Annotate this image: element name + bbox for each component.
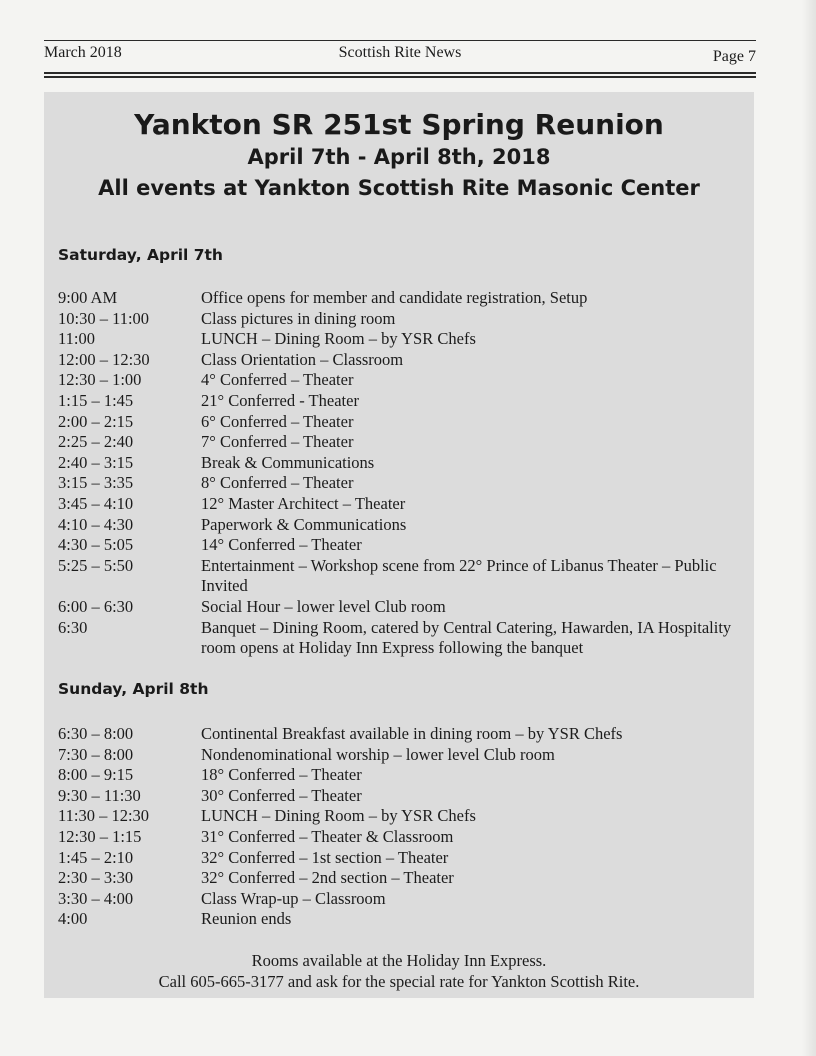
reunion-dates: April 7th - April 8th, 2018 bbox=[247, 145, 551, 169]
reunion-location: All events at Yankton Scottish Rite Masonic Center bbox=[98, 176, 700, 200]
reunion-title: Yankton SR 251st Spring Reunion bbox=[134, 108, 664, 141]
header-top-rule bbox=[44, 40, 756, 41]
schedule-row bbox=[58, 515, 748, 536]
schedule-event: 8° Conferred – Theater bbox=[201, 473, 354, 493]
schedule-event: Banquet – Dining Room, catered by Central Catering, Hawarden, IA Hospitality room opens at Holiday Inn Express following the banquet bbox=[201, 617, 732, 658]
schedule-row bbox=[58, 827, 748, 848]
page-header bbox=[44, 44, 756, 68]
schedule-time: 11:30 – 12:30 bbox=[58, 806, 150, 826]
schedule-event: Break & Communications bbox=[201, 452, 375, 472]
schedule-event: 21° Conferred - Theater bbox=[201, 390, 359, 410]
schedule-row bbox=[58, 535, 748, 556]
schedule-row bbox=[58, 412, 748, 433]
schedule-event: 32° Conferred – 2nd section – Theater bbox=[201, 868, 454, 888]
schedule-event: 4° Conferred – Theater bbox=[201, 370, 354, 390]
schedule-row bbox=[58, 329, 748, 350]
schedule-row bbox=[58, 494, 748, 515]
schedule-event: Social Hour – lower level Club room bbox=[201, 596, 446, 616]
schedule-time: 1:15 – 1:45 bbox=[58, 390, 134, 410]
header-rule-2 bbox=[44, 76, 756, 78]
schedule-event: Nondenominational worship – lower level Club room bbox=[201, 744, 555, 764]
schedule-time: 7:30 – 8:00 bbox=[58, 744, 134, 764]
schedule-event: 6° Conferred – Theater bbox=[201, 411, 354, 431]
schedule-time: 1:45 – 2:10 bbox=[58, 847, 134, 867]
schedule-event: Class Wrap-up – Classroom bbox=[201, 888, 386, 908]
schedule-row bbox=[58, 848, 748, 869]
schedule-event: Office opens for member and candidate registration, Setup bbox=[201, 288, 588, 307]
saturday-schedule bbox=[58, 288, 748, 659]
schedule-row bbox=[58, 473, 748, 494]
schedule-time: 8:00 – 9:15 bbox=[58, 765, 134, 785]
title-block bbox=[44, 108, 754, 204]
schedule-row bbox=[58, 889, 748, 910]
schedule-event: 18° Conferred – Theater bbox=[201, 765, 362, 785]
footer-note bbox=[44, 950, 754, 992]
schedule-time: 3:30 – 4:00 bbox=[58, 888, 134, 908]
schedule-time: 2:40 – 3:15 bbox=[58, 452, 134, 472]
schedule-event: Class Orientation – Classroom bbox=[201, 349, 404, 369]
schedule-row bbox=[58, 288, 748, 309]
schedule-event: 7° Conferred – Theater bbox=[201, 432, 354, 452]
reunion-panel bbox=[44, 92, 754, 998]
page-number: Page 7 bbox=[712, 48, 756, 65]
schedule-row bbox=[58, 724, 748, 745]
schedule-event: Class pictures in dining room bbox=[201, 308, 396, 328]
schedule-row bbox=[58, 618, 748, 659]
header-rule-1 bbox=[44, 72, 756, 74]
page-edge bbox=[802, 0, 816, 1056]
schedule-time: 5:25 – 5:50 bbox=[58, 555, 134, 575]
schedule-event: 32° Conferred – 1st section – Theater bbox=[201, 847, 449, 867]
schedule-time: 12:30 – 1:15 bbox=[58, 826, 142, 846]
schedule-time: 12:00 – 12:30 bbox=[58, 349, 150, 369]
footer-line-2: Call 605-665-3177 and ask for the special rate for Yankton Scottish Rite. bbox=[158, 972, 640, 991]
schedule-time: 9:00 AM bbox=[58, 288, 118, 307]
schedule-time: 2:30 – 3:30 bbox=[58, 868, 134, 888]
schedule-time: 9:30 – 11:30 bbox=[58, 785, 141, 805]
schedule-row bbox=[58, 806, 748, 827]
schedule-row bbox=[58, 597, 748, 618]
schedule-time: 3:45 – 4:10 bbox=[58, 493, 134, 513]
schedule-row bbox=[58, 765, 748, 786]
schedule-time: 4:30 – 5:05 bbox=[58, 535, 134, 555]
publication-name: Scottish Rite News bbox=[338, 44, 462, 61]
schedule-row bbox=[58, 453, 748, 474]
schedule-row bbox=[58, 432, 748, 453]
schedule-event: Continental Breakfast available in dining room – by YSR Chefs bbox=[201, 724, 623, 743]
schedule-time: 12:30 – 1:00 bbox=[58, 370, 142, 390]
schedule-row bbox=[58, 909, 748, 930]
footer-line-1: Rooms available at the Holiday Inn Express. bbox=[251, 951, 547, 970]
schedule-row bbox=[58, 350, 748, 371]
schedule-time: 6:30 bbox=[58, 617, 88, 637]
schedule-row bbox=[58, 786, 748, 807]
schedule-event: Paperwork & Communications bbox=[201, 514, 407, 534]
schedule-row bbox=[58, 309, 748, 330]
schedule-time: 11:00 bbox=[58, 329, 95, 349]
schedule-row bbox=[58, 745, 748, 766]
schedule-row bbox=[58, 391, 748, 412]
schedule-time: 4:10 – 4:30 bbox=[58, 514, 134, 534]
schedule-event: LUNCH – Dining Room – by YSR Chefs bbox=[201, 806, 476, 826]
schedule-event: 14° Conferred – Theater bbox=[201, 535, 362, 555]
saturday-heading: Saturday, April 7th bbox=[58, 246, 223, 264]
schedule-time: 6:30 – 8:00 bbox=[58, 724, 134, 743]
schedule-time: 4:00 bbox=[58, 909, 88, 929]
schedule-time: 10:30 – 11:00 bbox=[58, 308, 150, 328]
schedule-time: 3:15 – 3:35 bbox=[58, 473, 134, 493]
sunday-heading: Sunday, April 8th bbox=[58, 680, 209, 698]
schedule-event: 12° Master Architect – Theater bbox=[201, 493, 406, 513]
schedule-row bbox=[58, 868, 748, 889]
schedule-event: 31° Conferred – Theater & Classroom bbox=[201, 826, 454, 846]
schedule-time: 6:00 – 6:30 bbox=[58, 596, 134, 616]
schedule-time: 2:00 – 2:15 bbox=[58, 411, 134, 431]
schedule-row bbox=[58, 370, 748, 391]
schedule-event: Entertainment – Workshop scene from 22° Prince of Libanus Theater – Public Invited bbox=[201, 555, 717, 596]
schedule-event: Reunion ends bbox=[201, 909, 292, 929]
issue-date: March 2018 bbox=[44, 44, 122, 61]
sunday-schedule bbox=[58, 724, 748, 930]
schedule-row bbox=[58, 556, 748, 597]
schedule-time: 2:25 – 2:40 bbox=[58, 432, 134, 452]
schedule-event: LUNCH – Dining Room – by YSR Chefs bbox=[201, 329, 476, 349]
schedule-event: 30° Conferred – Theater bbox=[201, 785, 362, 805]
